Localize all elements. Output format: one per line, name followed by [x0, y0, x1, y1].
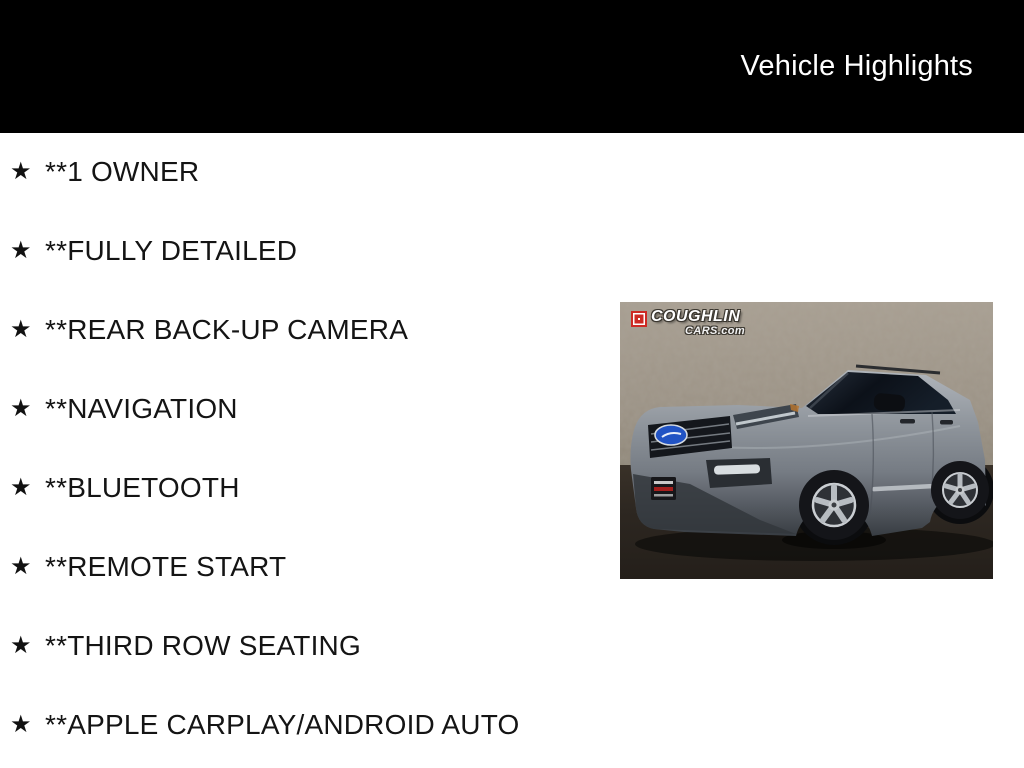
watermark-site: CARS.com [685, 325, 746, 337]
ford-badge-icon [655, 425, 687, 445]
highlight-label: **1 OWNER [45, 156, 200, 187]
highlight-label: **REAR BACK-UP CAMERA [45, 314, 409, 345]
highlight-item [0, 630, 520, 662]
highlight-label: **BLUETOOTH [45, 472, 240, 503]
star-icon: ★ [10, 474, 32, 501]
car-illustration [620, 302, 993, 579]
highlight-item [0, 472, 520, 504]
highlight-label: **THIRD ROW SEATING [45, 630, 361, 661]
star-icon: ★ [10, 711, 32, 738]
front-wheel [799, 470, 869, 540]
header-bar [0, 0, 1024, 133]
highlight-item [0, 156, 520, 188]
page-title: Vehicle Highlights [740, 50, 973, 82]
highlight-list [0, 156, 520, 741]
dealer-logo-icon [631, 311, 647, 327]
side-mirror [873, 393, 905, 413]
highlight-label: **APPLE CARPLAY/ANDROID AUTO [45, 709, 520, 740]
watermark [631, 309, 745, 337]
star-icon: ★ [10, 316, 32, 343]
rear-wheel [931, 461, 989, 519]
highlight-item [0, 709, 520, 741]
highlight-label: **NAVIGATION [45, 393, 238, 424]
vehicle-photo [620, 302, 993, 579]
highlight-item [0, 314, 520, 346]
highlight-label: **REMOTE START [45, 551, 287, 582]
star-icon: ★ [10, 395, 32, 422]
star-icon: ★ [10, 158, 32, 185]
star-icon: ★ [10, 632, 32, 659]
star-icon: ★ [10, 553, 32, 580]
highlight-item [0, 393, 520, 425]
star-icon: ★ [10, 237, 32, 264]
highlight-item [0, 235, 520, 267]
highlight-label: **FULLY DETAILED [45, 235, 298, 266]
highlight-item [0, 551, 520, 583]
dealer-plate [651, 477, 676, 500]
watermark-brand: COUGHLIN [651, 308, 741, 325]
